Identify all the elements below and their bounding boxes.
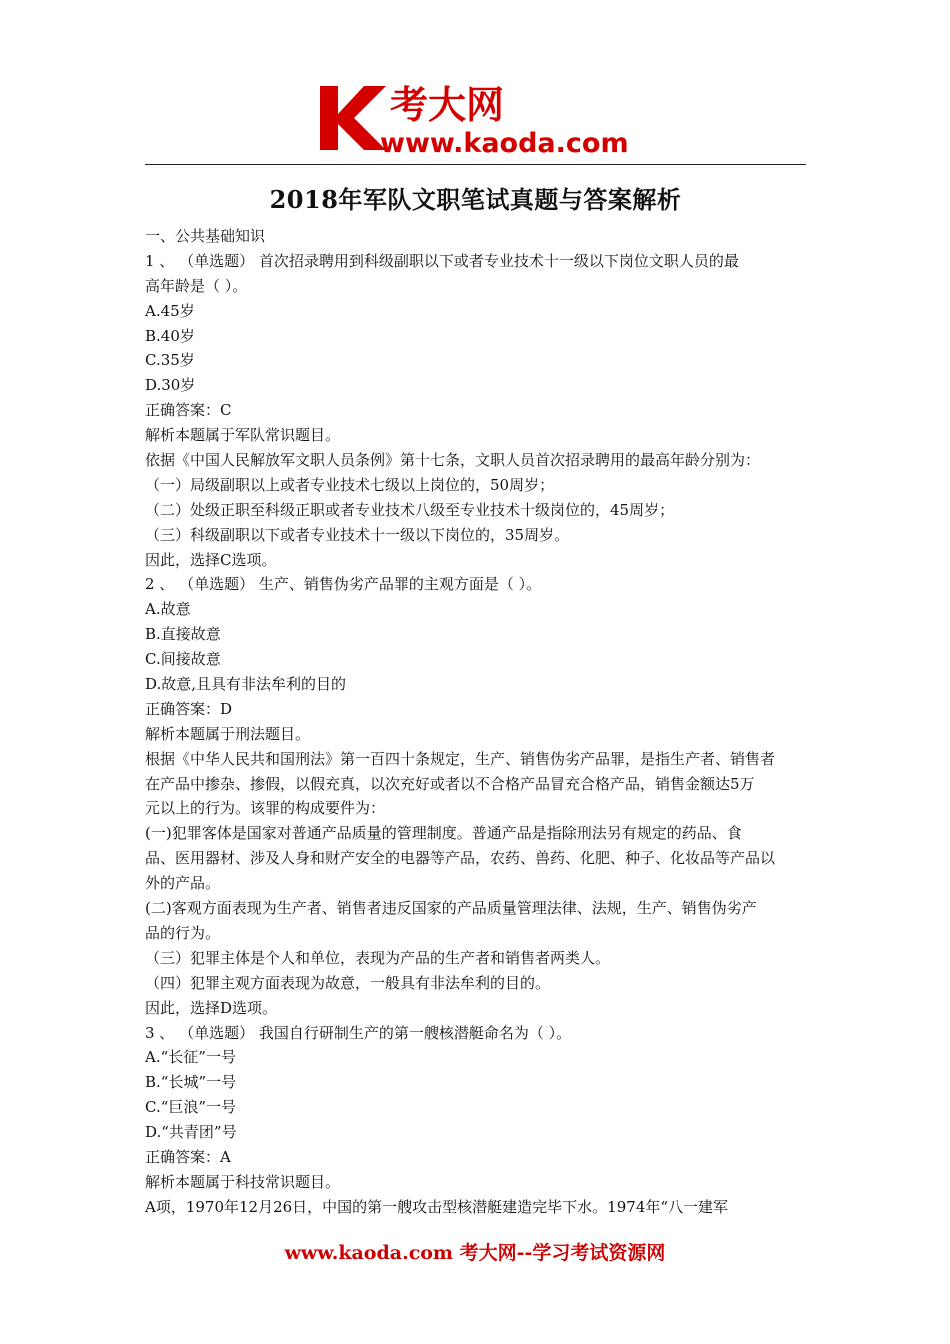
text-line: (一)犯罪客体是国家对普通产品质量的管理制度。普通产品是指除刑法另有规定的药品、食 bbox=[145, 824, 742, 843]
text-line: C.间接故意 bbox=[145, 650, 221, 669]
text-line: （三）犯罪主体是个人和单位，表现为产品的生产者和销售者两类人。 bbox=[145, 948, 611, 967]
logo-url: www.kaoda.com bbox=[380, 128, 629, 156]
text-line: D.30岁 bbox=[145, 376, 196, 395]
text-line: （一）局级副职以上或者专业技术七级以上岗位的，50周岁； bbox=[145, 475, 555, 494]
text-line: D.故意,且具有非法牟利的目的 bbox=[145, 675, 347, 694]
text-line: 元以上的行为。该罪的构成要件为： bbox=[145, 799, 386, 818]
footer-text: www.kaoda.com 考大网--学习考试资源网 bbox=[284, 1242, 666, 1264]
text-line: 高年龄是（ ）。 bbox=[145, 276, 248, 295]
text-line: B.直接故意 bbox=[145, 625, 221, 644]
logo-text: 考大网 bbox=[390, 83, 505, 127]
text-line: C.35岁 bbox=[145, 351, 195, 370]
text-line: 正确答案：A bbox=[145, 1147, 231, 1166]
text-line: A项，1970年12月26日，中国的第一艘攻击型核潜艇建造完毕下水。1974年“八一建军 bbox=[145, 1197, 729, 1216]
text-line: 根据《中华人民共和国刑法》第一百四十条规定，生产、销售伪劣产品罪，是指生产者、销售者 bbox=[145, 749, 776, 768]
document-title: 2018年军队文职笔试真题与答案解析 bbox=[269, 185, 682, 214]
kaoda-logo bbox=[318, 80, 638, 156]
text-line: 1 、 （单选题） 首次招录聘用到科级副职以下或者专业技术十一级以下岗位文职人员的最 bbox=[145, 251, 739, 270]
text-line: D.“共青团”号 bbox=[145, 1123, 237, 1142]
text-line: （二）处级正职至科级正职或者专业技术八级至专业技术十级岗位的，45周岁； bbox=[145, 500, 675, 519]
text-line: （四）犯罪主观方面表现为故意，一般具有非法牟利的目的。 bbox=[145, 973, 551, 992]
text-line: 解析本题属于军队常识题目。 bbox=[145, 426, 341, 445]
text-line: 解析本题属于科技常识题目。 bbox=[145, 1172, 341, 1191]
text-line: （三）科级副职以下或者专业技术十一级以下岗位的，35周岁。 bbox=[145, 525, 570, 544]
text-line: 品、医用器材、涉及人身和财产安全的电器等产品，农药、兽药、化肥、种子、化妆品等产品以 bbox=[145, 849, 776, 868]
text-line: 依据《中国人民解放军文职人员条例》第十七条，文职人员首次招录聘用的最高年龄分别为： bbox=[145, 451, 761, 470]
text-line: 正确答案：D bbox=[145, 699, 233, 718]
text-line: C.“巨浪”一号 bbox=[145, 1098, 237, 1117]
text-line: 2 、 （单选题） 生产、销售伪劣产品罪的主观方面是（ ）。 bbox=[145, 575, 542, 594]
text-line: 正确答案：C bbox=[145, 401, 232, 420]
logo-k-mark bbox=[320, 86, 386, 150]
text-line: 因此，选择C选项。 bbox=[145, 550, 277, 569]
text-line: A.故意 bbox=[145, 600, 191, 619]
document-body bbox=[145, 224, 806, 1220]
header-divider bbox=[145, 164, 806, 165]
text-line: B.“长城”一号 bbox=[145, 1073, 237, 1092]
text-line: B.40岁 bbox=[145, 326, 195, 345]
text-line: 因此，选择D选项。 bbox=[145, 998, 278, 1017]
text-line: (二)客观方面表现为生产者、销售者违反国家的产品质量管理法律、法规，生产、销售伪劣产 bbox=[145, 899, 757, 918]
text-line: 在产品中掺杂、掺假，以假充真，以次充好或者以不合格产品冒充合格产品，销售金额达5万 bbox=[145, 774, 755, 793]
text-line: A.“长征”一号 bbox=[145, 1048, 236, 1067]
text-line: 一、公共基础知识 bbox=[145, 227, 266, 245]
text-line: 外的产品。 bbox=[145, 874, 221, 893]
text-line: 解析本题属于刑法题目。 bbox=[145, 724, 311, 743]
text-line: A.45岁 bbox=[145, 301, 195, 320]
text-line: 3 、 （单选题） 我国自行研制生产的第一艘核潜艇命名为（ ）。 bbox=[145, 1023, 572, 1042]
text-line: 品的行为。 bbox=[145, 923, 221, 942]
